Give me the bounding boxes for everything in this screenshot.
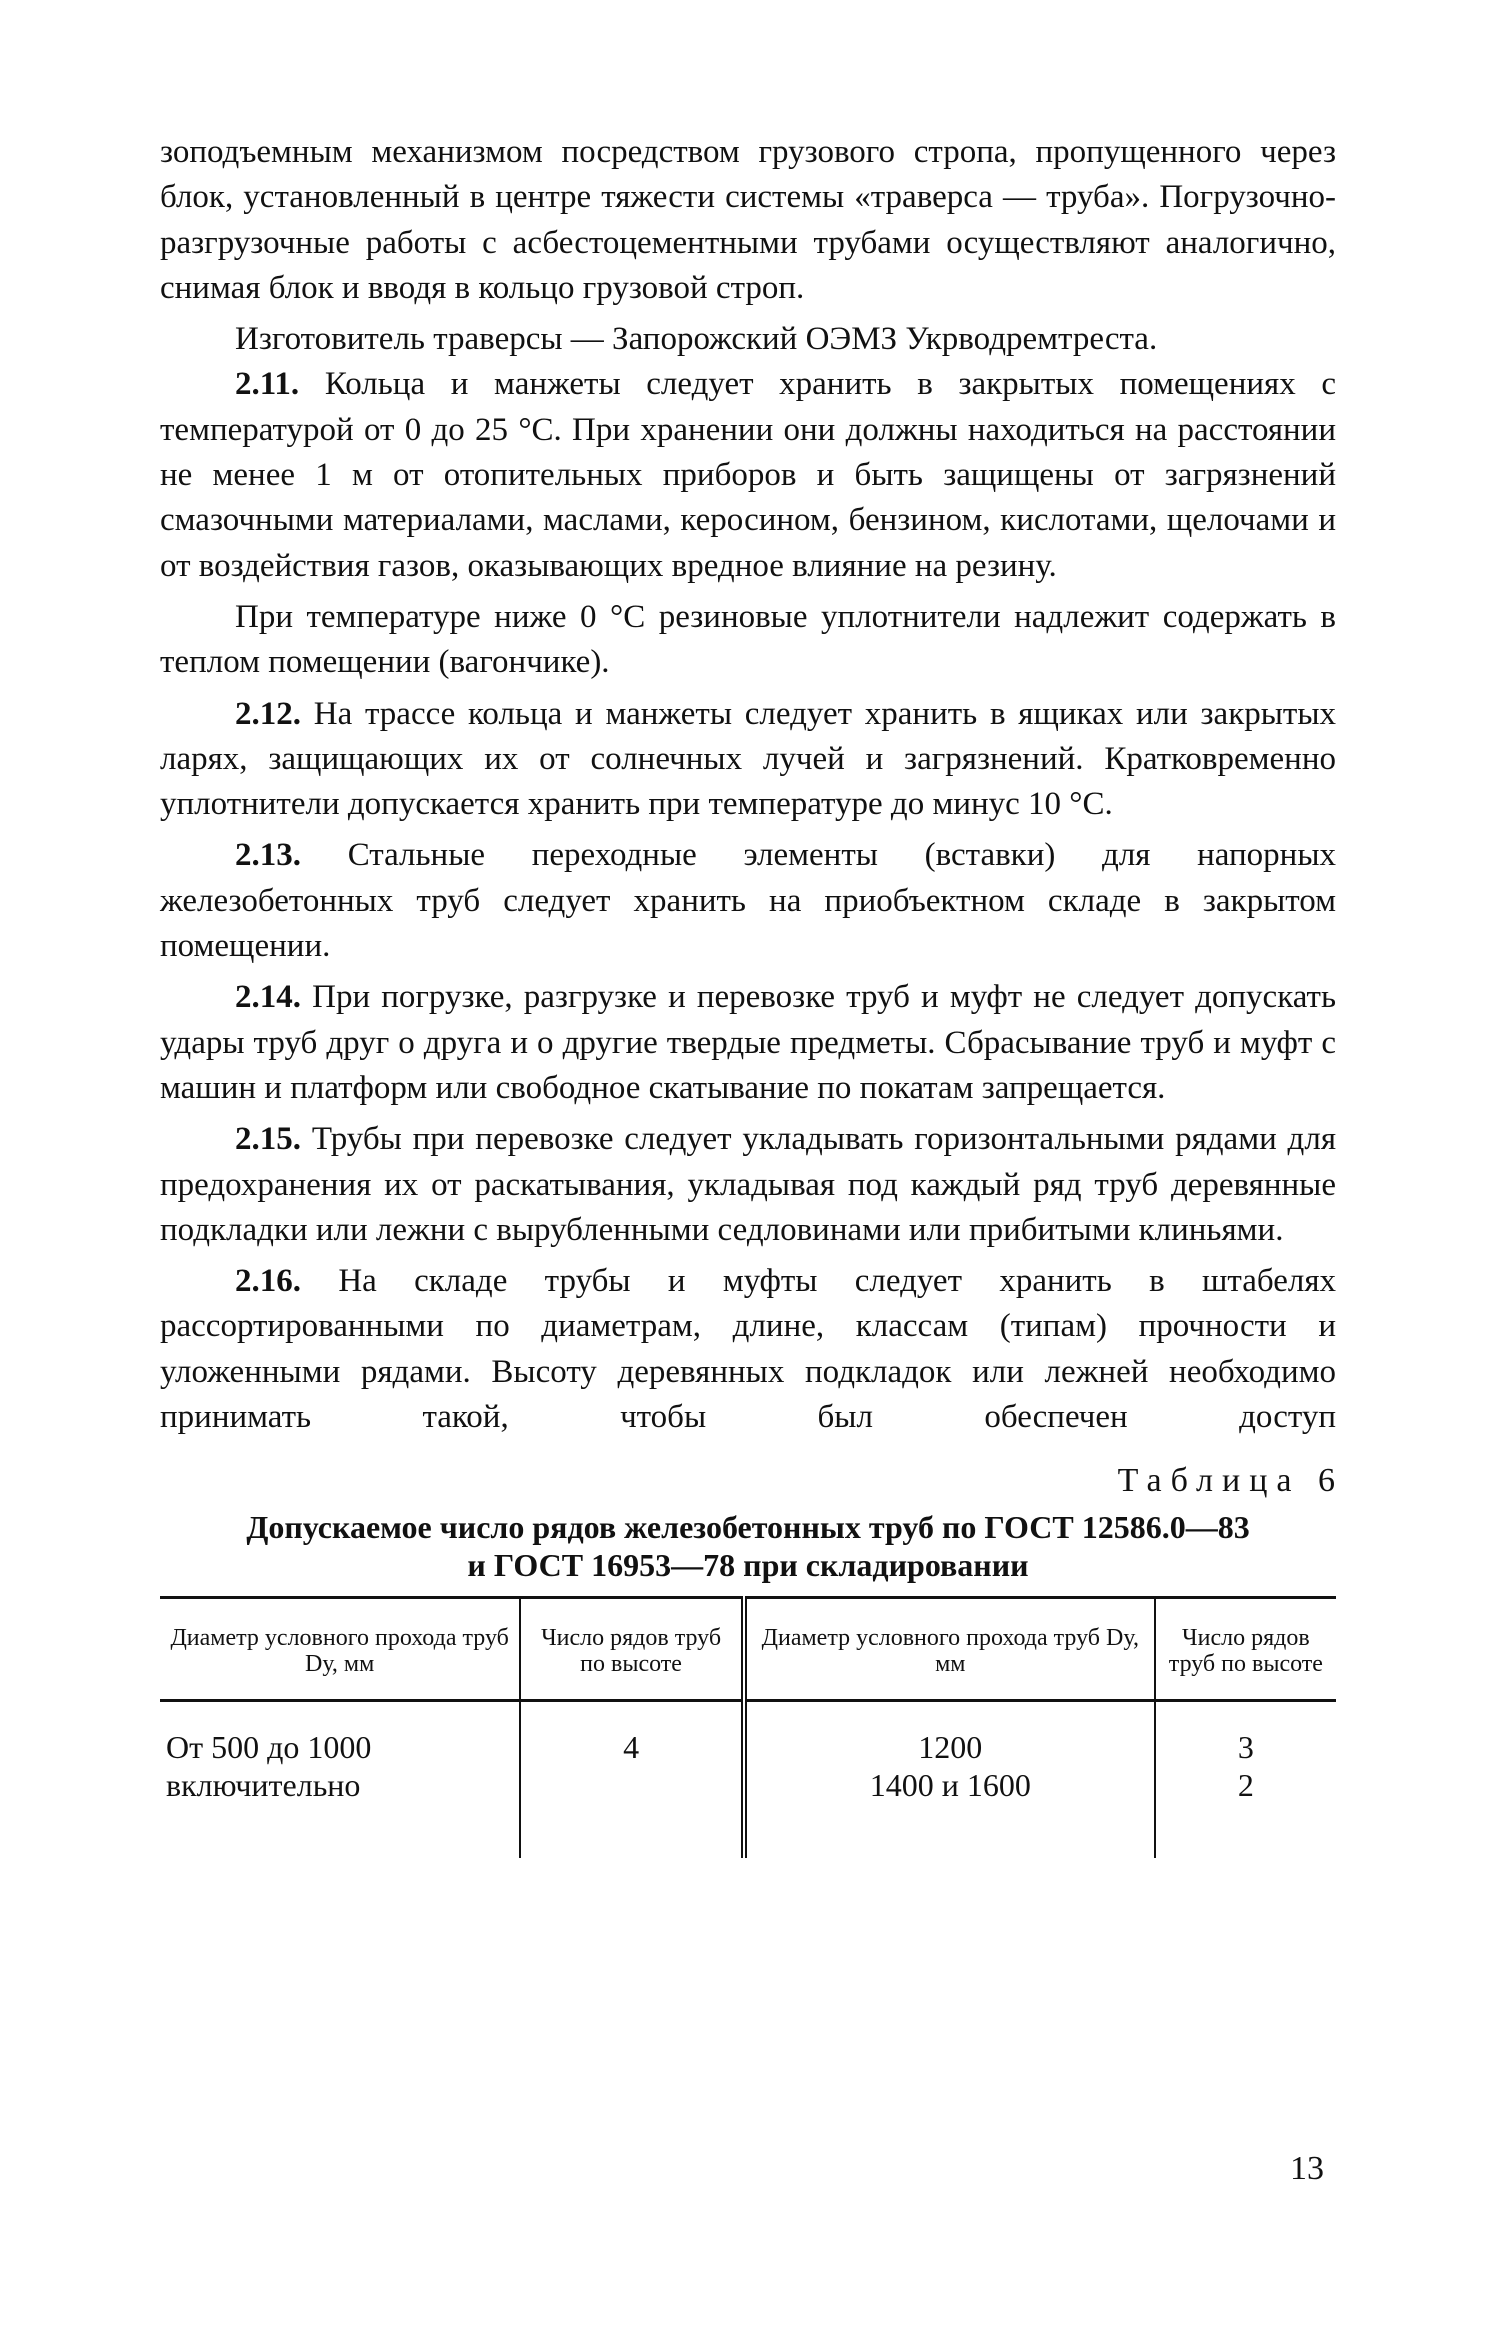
- clause-number: 2.15.: [235, 1121, 301, 1158]
- rows-table: [160, 1596, 1336, 1858]
- table-row: [160, 1701, 1336, 1859]
- paragraph-continuation: зоподъемным механизмом посредством грузового стропа, пропущенного через блок, установленный в центре тяжести системы «траверса — труба». Погрузочно-разгрузочные работы с асбестоцементными трубами осуществляют аналогично, снимая блок и вводя в кольцо грузовой строп.: [160, 134, 1336, 306]
- header-diameter-right: Диаметр условного прохода труб Dу, мм: [744, 1598, 1155, 1701]
- cell-count-left: 4: [520, 1701, 744, 1859]
- table-title: Допускаемое число рядов железобетонных труб по ГОСТ 12586.0—83 и ГОСТ 16953—78 при складировании: [246, 1509, 1250, 1584]
- page-number: 13: [1290, 2150, 1324, 2187]
- clause-number: 2.14.: [235, 979, 301, 1016]
- document-page: [160, 130, 1344, 1858]
- paragraph-2-12: 2.12. На трассе кольца и манжеты следует хранить в ящиках или закрытых ларях, защищающих их от солнечных лучей и загрязнений. Кратковременно уплотнители допускается хранить при температуре до минус 10 °С.: [160, 695, 1336, 823]
- paragraph-2-11: 2.11. Кольца и манжеты следует хранить в закрытых помещениях с температурой от 0 до 25 °С. При хранении они должны находиться на расстоянии не менее 1 м от отопительных приборов и быть защищены от загрязнений смазочными материалами, маслами, керосином, бензином, кислотами, щелочами и от воздействия газов, оказывающих вредное влияние на резину.: [160, 366, 1336, 584]
- clause-number: 2.11.: [235, 366, 300, 403]
- table-label: Таблица 6: [1117, 1462, 1344, 1500]
- clause-number: 2.12.: [235, 695, 301, 732]
- paragraph-manufacturer: Изготовитель траверсы — Запорожский ОЭМЗ Укрводремтреста.: [235, 321, 1158, 358]
- clause-number: 2.13.: [235, 837, 301, 874]
- paragraph-temperature: При температуре ниже 0 °С резиновые уплотнители надлежит содержать в теплом помещении (вагончике).: [160, 598, 1336, 681]
- cell-count-right: 3 2: [1155, 1701, 1336, 1859]
- header-diameter-left: Диаметр условного прохода труб Dу, мм: [160, 1598, 520, 1701]
- cell-diameter-right: 1200 1400 и 1600: [744, 1701, 1155, 1859]
- paragraph-2-16: 2.16. На складе трубы и муфты следует хранить в штабелях рассортированными по диаметрам, длине, классам (типам) прочности и уложенными рядами. Высоту деревянных подкладок или лежней необходимо принимать такой, чтобы был обеспечен доступ: [160, 1263, 1337, 1436]
- paragraph-2-15: 2.15. Трубы при перевозке следует укладывать горизонтальными рядами для предохранения их от раскатывания, укладывая под каждый ряд труб деревянные подкладки или лежни с вырубленными седловинами или прибитыми клиньями.: [160, 1121, 1336, 1248]
- header-count-right: Число рядов труб по высоте: [1155, 1598, 1336, 1701]
- paragraph-2-13: 2.13. Стальные переходные элементы (вставки) для напорных железобетонных труб следует хранить на приобъектном складе в закрытом помещении.: [160, 837, 1336, 965]
- cell-diameter-left: От 500 до 1000 включительно: [166, 1729, 372, 1804]
- header-count-left: Число рядов труб по высоте: [520, 1598, 744, 1701]
- clause-number: 2.16.: [235, 1263, 301, 1300]
- table-header-row: [160, 1598, 1336, 1701]
- paragraph-2-14: 2.14. При погрузке, разгрузке и перевозке труб и муфт не следует допускать удары труб друг о друга и о другие твердые предметы. Сбрасывание труб и муфт с машин и платформ или свободное скатывание по покатам запрещается.: [160, 979, 1337, 1106]
